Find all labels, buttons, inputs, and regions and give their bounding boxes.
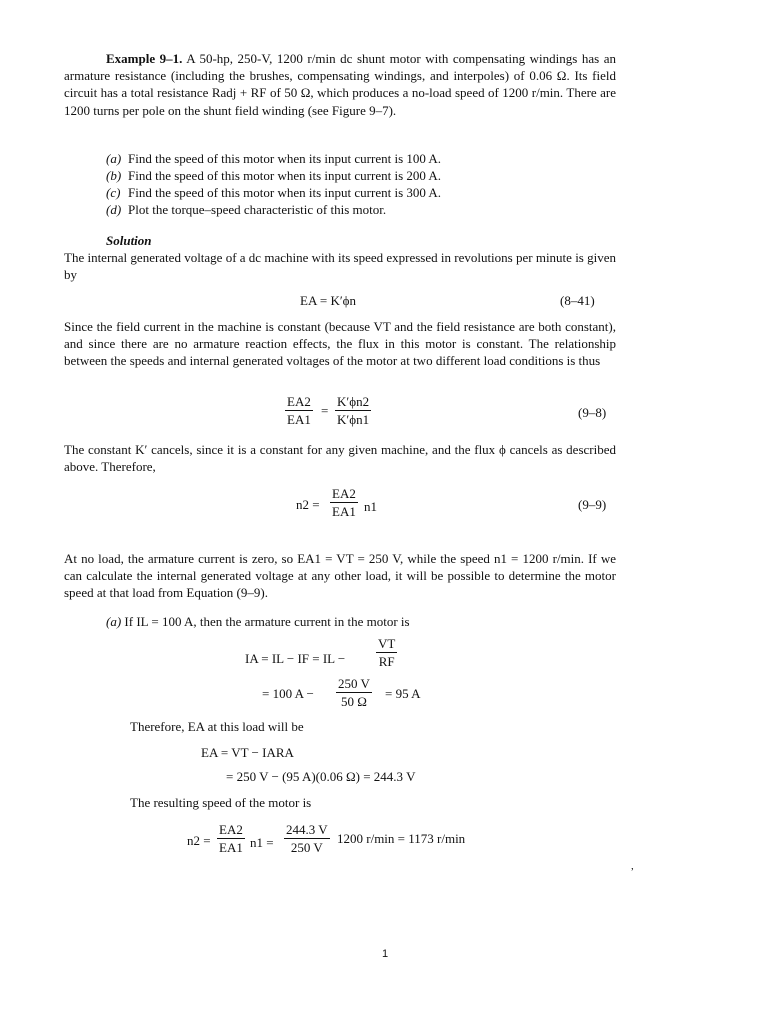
question-c xyxy=(106,184,441,201)
equation-number: (9–9) xyxy=(578,497,607,512)
fraction-denominator: RF xyxy=(376,652,397,669)
part-a-intro xyxy=(106,613,410,630)
solution-heading: Solution xyxy=(106,233,152,248)
fraction-denominator: EA1 xyxy=(287,412,311,427)
question-label: (a) xyxy=(106,151,122,166)
ia-result-value: = 95 A xyxy=(385,686,421,701)
therefore-text: Therefore, EA at this load will be xyxy=(130,719,304,734)
fraction-numerator: EA2 xyxy=(219,822,243,837)
resulting-speed-text: The resulting speed of the motor is xyxy=(130,795,312,810)
question-label: (c) xyxy=(106,185,121,200)
example-text: A 50-hp, 250-V, 1200 r/min dc shunt motor with compensating windings has an armature resistance (including the brushes, compensating windings, and interpoles) of 0.06 Ω. Its field circuit has a total resistance Radj + RF of 50 Ω, which produces a no-load speed of 1200 r/min. There are 1200 turns per pole on the shunt field winding (see Figure 9–7). xyxy=(64,51,616,118)
part-a-text: If IL = 100 A, then the armature current in the motor is xyxy=(124,614,410,629)
example-title: Example 9–1. xyxy=(106,51,183,66)
n2-result-value: 1200 r/min = 1173 r/min xyxy=(337,831,466,846)
page-number: 1 xyxy=(382,948,389,960)
solution-paragraph-4: At no load, the armature current is zero, so EA1 = VT = 250 V, while the speed n1 = 1200 r/min. If we can calculate the internal generated voltage at any other load, it will be possible to determine the motor speed at that load from Equation (9–9). xyxy=(64,551,616,601)
fraction-denominator: 50 Ω xyxy=(336,692,372,709)
question-label: (d) xyxy=(106,202,122,217)
ia-result-prefix: = 100 A − xyxy=(262,686,314,701)
fraction-numerator: 250 V xyxy=(338,676,370,691)
part-a-label: (a) xyxy=(106,614,122,629)
question-text: Find the speed of this motor when its input current is 300 A. xyxy=(128,185,442,200)
question-text: Plot the torque–speed characteristic of this motor. xyxy=(128,202,387,217)
fraction-kphi xyxy=(335,394,371,427)
n2-label: n2 = xyxy=(296,497,320,512)
fraction-ea2-ea1 xyxy=(330,486,358,519)
ia-equation: IA = IL − IF = IL − xyxy=(245,651,346,666)
fraction-numerator: K′ϕn2 xyxy=(337,394,370,409)
question-b xyxy=(106,167,441,184)
solution-paragraph-1: The internal generated voltage of a dc machine with its speed expressed in revolutions per minute is given by xyxy=(64,250,616,283)
fraction-ea2-ea1 xyxy=(285,394,313,427)
question-text: Find the speed of this motor when its input current is 200 A. xyxy=(128,168,442,183)
n2-result-prefix: n2 = xyxy=(187,833,211,848)
fraction-denominator: EA1 xyxy=(219,840,243,855)
solution-paragraph-3: The constant K′ cancels, since it is a constant for any given machine, and the flux ϕ cancels as described above. Therefore, xyxy=(64,442,616,475)
fraction-denominator: 250 V xyxy=(284,838,330,855)
equation-number: (9–8) xyxy=(578,405,607,420)
fraction-numerator: EA2 xyxy=(332,486,356,501)
n1-label: n1 xyxy=(364,499,377,514)
fraction-244-250 xyxy=(284,822,330,855)
equation-number: (8–41) xyxy=(560,293,595,308)
question-label: (b) xyxy=(106,168,122,183)
example-paragraph xyxy=(64,50,616,119)
fraction-ea2-ea1 xyxy=(217,822,245,855)
fraction-numerator: VT xyxy=(378,636,396,651)
stray-mark: , xyxy=(631,860,634,872)
question-d xyxy=(106,201,386,218)
ea-equation-line-1: EA = VT − IARA xyxy=(201,745,294,760)
ea-equation-line-2: = 250 V − (95 A)(0.06 Ω) = 244.3 V xyxy=(226,769,416,784)
fraction-denominator: EA1 xyxy=(332,504,356,519)
equation-8-41: EA = K′ϕn xyxy=(300,293,357,308)
fraction-numerator: EA2 xyxy=(287,394,311,409)
n1-equals: n1 = xyxy=(250,835,274,850)
fraction-vt-rf xyxy=(376,636,397,669)
fraction-250v-50ohm xyxy=(336,676,372,709)
question-text: Find the speed of this motor when its input current is 100 A. xyxy=(128,151,442,166)
solution-paragraph-2: Since the field current in the machine is constant (because VT and the field resistance are both constant), and since there are no armature reaction effects, the flux in this motor is constant. The relationship between the speeds and internal generated voltages of the motor at two different load conditions is thus xyxy=(64,319,616,369)
fraction-denominator: K′ϕn1 xyxy=(337,412,370,427)
equals-sign: = xyxy=(321,403,329,418)
fraction-numerator: 244.3 V xyxy=(286,822,328,837)
question-a xyxy=(106,150,441,167)
